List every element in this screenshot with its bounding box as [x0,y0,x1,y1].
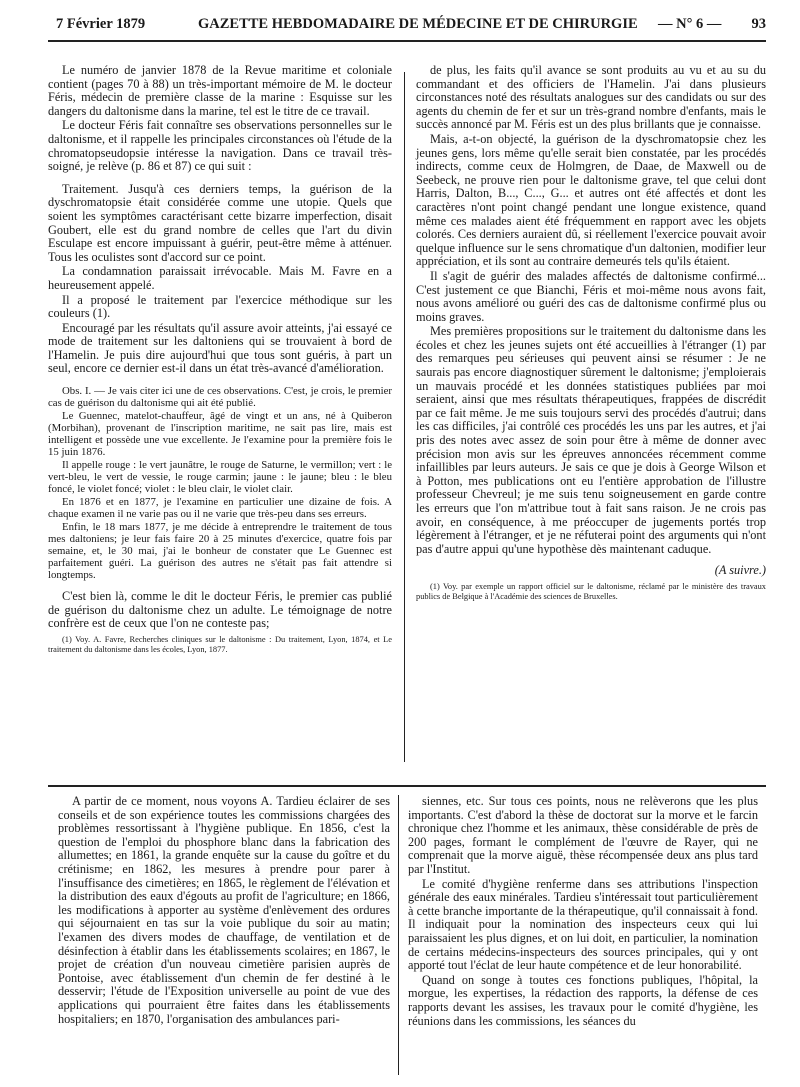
bottom-right-column [408,795,758,1029]
column-divider [398,795,399,1075]
observation-paragraph: Il appelle rouge : le vert jaunâtre, le rouge de Saturne, le vermillon; vert : le vert-bleu, le vert de vessie, le rouge carmin; jaune : le jaune; bleu : le bleu foncé, le violet foncé; violet : le bleu clair, le violet clair. [48,459,392,496]
footnote: (1) Voy. par exemple un rapport officiel sur le daltonisme, réclamé par le ministère des travaux publics de Belgique à l'Académie des sciences de Bruxelles. [416,581,766,601]
paragraph: Encouragé par les résultats qu'il assure avoir atteints, j'ai essayé ce mode de traitement sur les daltoniens qui se trouvaient à bord de l'Hamelin. Je puis dire aujourd'hui que tous sont guéris, à part un seul, encore ce dernier est-il dans un état très-avancé d'amélioration. [48,320,392,376]
paragraph: Mes premières propositions sur le traitement du daltonisme dans les écoles et chez les jeunes sujets ont été accueillies à l'étranger (1) par des remarques peu sérieuses qui peuvent ainsi se résumer : Je ne saurais pas encore diagnostiquer sûrement le daltonisme; j'emploierais un mauvais procédé et les données statistiques publiées par moi seraient, ainsi que mes résultats thérapeutiques, frappées de discrédit par ce fait même. Je me suis toujours servi des procédés d'autrui; dans les cas difficiles, j'ai contrôlé ces procédés les uns par les autres, et j'ai pris des notes avec assez de soin pour être à même de donner avec précision mon avis sur les épreuves annoncées récemment comme infaillibles par leurs auteurs. Je sais ce que je dois à George Wilson et à Potton, mes publications ont eu l'entière approbation de l'illustre professeur Chevreul; je me suis tenu soigneusement en garde contre les erreurs que l'on m'attribue tout à fait sans raison. Je ne crois pas avoir, en conséquence, à me préoccuper de jugements portés trop légèrement à l'étranger, et je ne réfuterai point des arguments qui n'ont pas d'autre appui qu'une hypothèse dès maintenant caduque. [416,324,766,556]
footnote: (1) Voy. A. Favre, Recherches cliniques sur le daltonisme : Du traitement, Lyon, 1874, et Le traitement du daltonisme dans les écoles, Lyon, 1877. [48,634,392,654]
paragraph: Traitement. Jusqu'à ces derniers temps, la guérison de la dyschromatopsie était considérée comme une utopie. Quels que soient les symptômes caractérisant cette bizarre imperfection, disait Goubert, elle est du grand nombre de celles que l'art du divin Esculape est encore impuissant à guérir, peut-être même à atténuer. Tous les oculistes sont d'accord sur ce point. [48,181,392,264]
paragraph: Il s'agit de guérir des malades affectés de daltonisme confirmé... C'est justement ce que Bianchi, Féris et moi-même nous avons fait, nous avons amélioré ou guéri des cas de daltonisme confirmé plus ou moins graves. [416,268,766,324]
paragraph: Le numéro de janvier 1878 de la Revue maritime et coloniale contient (pages 70 à 88) un très-important mémoire de M. le docteur Féris, médecin de première classe de la marine : Esquisse sur les dangers du daltonisme dans la marine, tel est le titre de ce travail. [48,63,392,118]
observation-paragraph: Obs. I. — Je vais citer ici une de ces observations. C'est, je crois, le premier cas de guérison du daltonisme qui ait été publié. [48,385,392,410]
top-right-column [416,64,766,603]
paragraph: Il a proposé le traitement par l'exercice méthodique sur les couleurs (1). [48,292,392,321]
paragraph: C'est bien là, comme le dit le docteur Féris, le premier cas publié de guérison du daltonisme chez un adulte. Le témoignage de notre confrère est de ceux que l'on ne conteste pas; [48,589,392,631]
paragraph: Le comité d'hygiène renferme dans ses attributions l'inspection générale des eaux minérales. Tardieu s'intéressait tout particulièrement à cette branche importante de la thérapeutique, qu'il connaissait à fond. Il indiquait pour la nomination des inspecteurs ceux qui lui paraissaient les plus dignes, et on lui doit, en particulier, la nomination de certains médecins-inspecteurs des sources principales, qui y ont apporté tout l'éclat de leur haute compétence et de leur honorabilité. [408,876,758,973]
paragraph: Mais, a-t-on objecté, la guérison de la dyschromatopsie chez les jeunes gens, lors même qu'elle serait bien constatée, par les procédés indirects, comme ceux de Holmgren, de Daae, de Maxwell ou de Seebeck, ne prouve rien pour le daltonisme grave, tel que celui dont Harris, Dalton, B..., C..., G... et autres ont été affectés et dont les caractères n'ont point changé pendant une longue existence, quand même ces malades aient été fréquemment en rapport avec les objets colorés. Ces derniers auraient dû, si réellement l'exercice pouvait avoir quelque influence sur le sens chromatique d'un daltonien, modifier leur appréciation, et ils sont au contraire demeurés tels qu'ils étaient. [416,131,766,269]
page-header [48,16,766,40]
header-date: 7 Février 1879 [56,16,146,32]
paragraph: A partir de ce moment, nous voyons A. Tardieu éclairer de ses conseils et de son expérience toutes les commissions chargées des problèmes ressortissant à l'hygiène publique. En 1856, c'est la question de l'emploi du phosphore blanc dans la fabrication des allumettes; en 1861, la grande enquête sur la cause du goître et du crétinisme; en 1862, les mesures à prendre pour parer à l'insuffisance des cimetières; en 1865, le règlement de l'élévation et la distribution des eaux d'égouts au profit de l'agriculture; en 1866, les modifications à apporter au système d'enlèvement des ordures qui séjournaient en tas sur la voie publique du soir au matin; l'examen des divers modes de chauffage, de ventilation et de désinfection à établir dans les établissements scolaires; en 1867, le projet de création d'un nouveau cimetière parisien auprès de Pontoise, avec établissement d'un chemin de fer destiné à le desservir; l'étude de l'Exposition universelle au point de vue des applications qui pourraient être faites dans les établissements hospitaliers; en 1870, l'organisation des ambulances pari- [58,794,390,1026]
header-rule [48,40,766,42]
header-title: GAZETTE HEBDOMADAIRE DE MÉDECINE ET DE CHIRURGIE [198,16,638,32]
section-divider [48,785,766,787]
paragraph: Quand on songe à toutes ces fonctions publiques, l'hôpital, la morgue, les expertises, la rédaction des rapports, la défense de ces rapports devant les assises, les travaux pour le comité d'hygiène, les réunions dans les commissions, les séances du [408,972,758,1028]
observation-paragraph: Enfin, le 18 mars 1877, je me décide à entreprendre le traitement de tous mes daltoniens; je leur fais faire 20 à 25 minutes d'exercice, quatre fois par semaine, et, le 30 mai, j'ai le bonheur de constater que Le Guennec est parfaitement guéri. La guérison des autres ne s'était pas fait attendre si longtemps. [48,521,392,582]
paragraph: La condamnation paraissait irrévocable. Mais M. Favre en a heureusement appelé. [48,264,392,292]
observation-paragraph: Le Guennec, matelot-chauffeur, âgé de vingt et un ans, né à Quiberon (Morbihan), provenant de l'inscription maritime, ne sait pas lire, mais est intelligent et possède une vue excellente. Je l'examine pour la première fois le 15 juin 1876. [48,410,392,459]
header-page-number: 93 [751,16,766,32]
header-issue: — N° 6 — [658,16,722,32]
paragraph: de plus, les faits qu'il avance se sont produits au vu et au su du commandant et des officiers de l'Hamelin. J'ai dans plusieurs circonstances noté des résultats analogues sur des candidats ou sur des agents du chemin de fer et sur un très-grand nombre d'enfants, mais le succès annoncé par M. Féris est un des plus brillants que je connaisse. [416,63,766,132]
to-be-continued: (A suivre.) [714,563,766,578]
observation-paragraph: En 1876 et en 1877, je l'examine en particulier une dizaine de fois. A chaque examen il ne varie pas ou il ne varie que très-peu dans ses erreurs. [48,496,392,521]
top-left-column [48,64,392,656]
column-divider [404,72,405,762]
bottom-left-column [58,795,390,1027]
paragraph: Le docteur Féris fait connaître ses observations personnelles sur le daltonisme, et il rappelle les principales circonstances où l'étude de la chromatopseudopsie intéresse la navigation. Dans ce travail très-soigné, je relève (p. 86 et 87) ce qui suit : [48,118,392,174]
paragraph: siennes, etc. Sur tous ces points, nous ne relèverons que les plus importants. C'est d'abord la thèse de doctorat sur la morve et le farcin chronique chez l'homme et les animaux, thèse considérable de près de 200 pages, formant le complément de l'œuvre de Rayer, qui ne comprenait que la morve aiguë, thèse récompensée deux ans plus tard par l'Institut. [408,794,758,876]
